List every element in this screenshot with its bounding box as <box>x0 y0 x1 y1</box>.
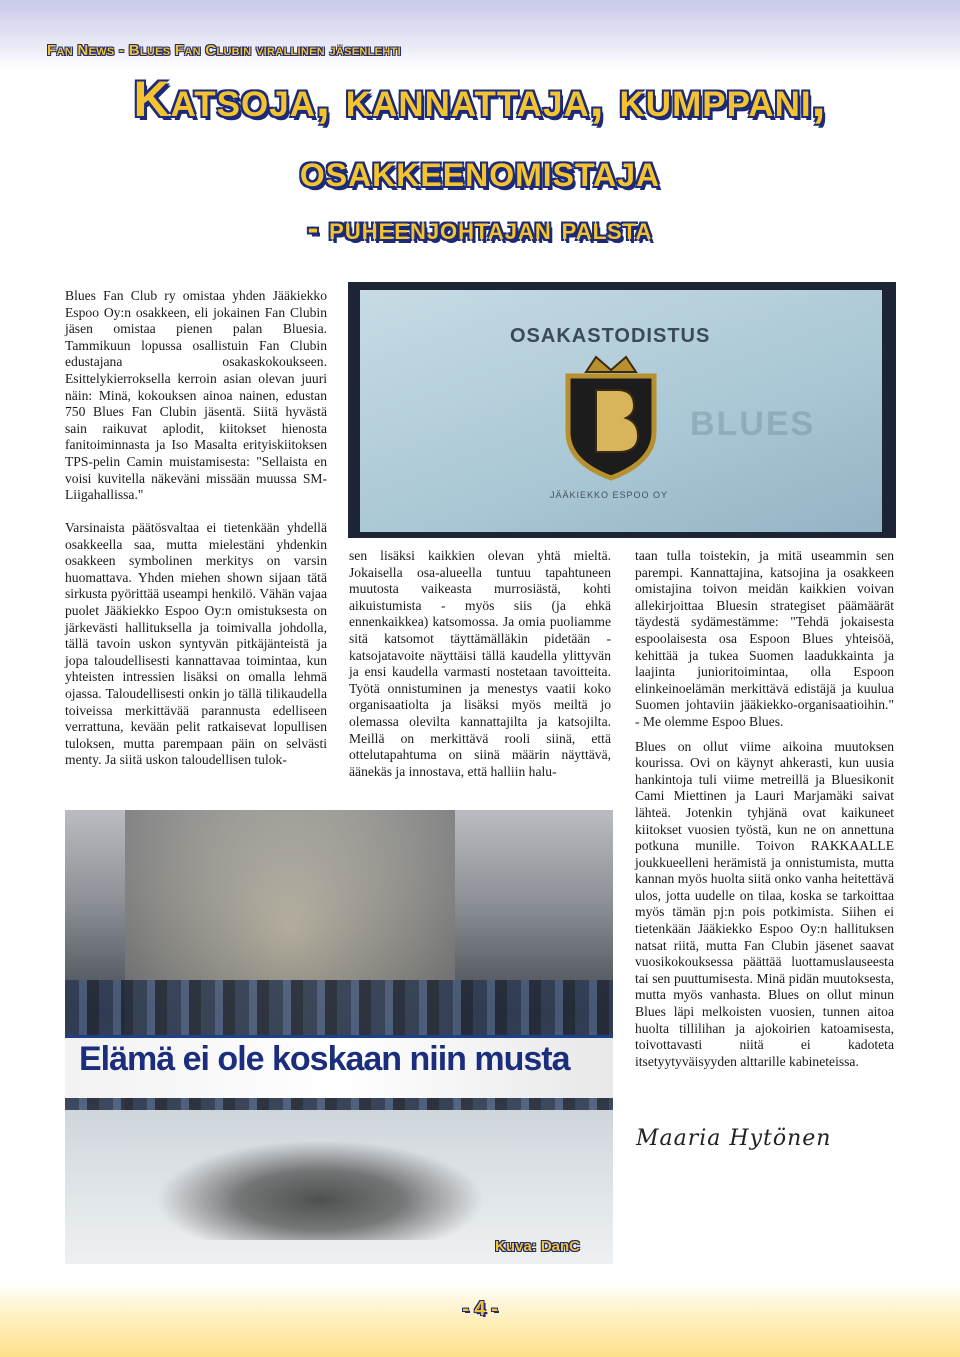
certificate-title: OSAKASTODISTUS <box>510 325 711 347</box>
arena-photo <box>65 810 613 1264</box>
article-column-1-top <box>65 288 327 516</box>
article-column-3 <box>635 548 894 1078</box>
headline-line-1: Katsoja, kannattaja, kumppani, <box>133 71 827 127</box>
rink-boards <box>65 1035 613 1098</box>
paragraph: Blues Fan Club ry omistaa yhden Jääkiekko Espoo Oy:n osakkeen, eli jokainen Fan Clubin jäsen omistaa pienen palan Bluesia. Tammikuun lopussa osallistuin Fan Clubin edustajana osakaskokoukseen. Esittelykierroksella kerroin asian olevan juuri näin: Minä, kokouksen ainoa nainen, edustan 750 Blues Fan Clubin jäsentä. Siitä hyvästä sain raikuvat aplodit, kiitokset hienosta fanitoiminnasta ja Iso Masalta erityiskiitoksen TPS-pelin Camin muistamisesta: "Sellaista en voisi kuvitella näkeväni missään muussa SM-Liigahallissa." <box>65 288 327 503</box>
certificate-issuer: JÄÄKIEKKO ESPOO OY <box>550 490 669 500</box>
running-header: Fan News - Blues Fan Clubin virallinen jäsenlehti <box>47 42 401 59</box>
paragraph: Varsinaista päätösvaltaa ei tietenkään yhdellä osakkeella saa, mutta mielestäni yhdenkin osakkeen symbolinen merkitys on varsin huomattava. Yhden miehen shown sijaan tätä sirkusta pyörittää useampi henkilö. Vähän vajaa puolet Jääkiekko Espoo Oy:n omistuksesta on järkevästi hallituksella ja toimivalla johdolla, tällä tavoin uskon syntyvän pitkäjänteistä ja jopa taloudellisesti kannattavaa toimintaa, kun yhteisten intressien lisäksi on omalla lehmä ojassa. Taloudellisesti onkin jo tällä tilikaudella toiveissa merkittävää parannusta edelliseen verrattuna, kevään pelit ratkaisevat lopullisen tuloksen, mutta parempaan päin on selvästi menty. Ja siitä uskon taloudellisen tulok- <box>65 520 327 768</box>
paragraph: taan tulla toistekin, ja mitä useammin sen parempi. Kannattajina, katsojina ja osakkeen omistajina toivon meidän kaikkien voivan allekirjoittaa Bluesin strategiset päämäärät täydestä sydämestämme: "Tehdä jokaisesta espoolaisesta osa Espoon Blues yhteisöä, kehittää ja tukea Suomen laadukkainta ja laajinta junioritoimintaa, olla Espoon elinkeinoelämän merkittävä edistäjä ja kuulua Suomen johtaviin jääkiekko-organisaatioihin." - Me olemme Espoo Blues. <box>635 548 894 729</box>
headline-subtitle: - puheenjohtajan palsta <box>307 210 653 246</box>
page-number: - 4 - <box>462 1298 498 1320</box>
photo-credit: Kuva: DanC <box>495 1238 581 1255</box>
players-group-image <box>155 1140 485 1240</box>
boards-slogan: Elämä ei ole koskaan niin musta <box>79 1040 570 1078</box>
blues-crest-icon <box>556 352 666 482</box>
author-signature: Maaria Hytönen <box>636 1126 832 1151</box>
top-gradient-band <box>0 0 960 70</box>
share-certificate-photo <box>348 282 896 538</box>
headline-line-2: osakkeenomistaja <box>299 144 661 196</box>
certificate-paper <box>360 290 882 532</box>
paragraph: Blues on ollut viime aikoina muutoksen kourissa. Ovi on käynyt ahkerasti, kun uusia hankintoja tuli viime metreillä ja Bluesikonit Cami Miettinen ja Lauri Marjamäki saivat lähteä. Jotenkin tyhjänä ovat kaikuneet kiitokset vuosien työstä, kun ne on annettuna potkuna munille. Toivon RAKKAALLE joukkueelleni herämistä ja onnistumista, mutta kannan myös huolta siitä onko vanha heitettävä ulos, jotta uudelle on tilaa, koska se tarkoittaa myös tämän pj:n pois potkimista. Siihen ei tietenkään Jääkiekko Espoo Oy:n hallituksen natsat riitä, mutta Fan Clubin jäsenet saavat vuosikokouksessa päättää luottamuslauseesta tai sen puuttumisesta. Minä pidän muutoksesta, mutta myös vanhasta. Blues on ollut minun Blues läpi melkoisten vuosien, tunnen aitoa huolta tillilihan ja ajokoirien katoamisesta, toivottavasti niitä ei kadoteta itsetyytyväisyyden alttarille kabineteissa. <box>635 738 894 1069</box>
article-column-2 <box>349 548 611 792</box>
article-column-1-bottom <box>65 520 327 781</box>
paragraph: sen lisäksi kaikkien olevan yhtä mieltä. Jokaisella osa-alueella tuntuu tapahtuneen muutosta vaikeasta murrosiästä, kohti aikuistumista - myös siis (ja ehkä ennenkaikkea) katsomossa. Ja omia puoliamme sitä katsomot täyttämälläkin pidetään - katsojatavoite näyttäisi tällä kaudella ylittyvän ja ensi kaudella varmasti nostetaan tavoitteita. Työtä onnistuminen ja menestys vaatii koko organisaatiolta ja lisäksi myös meiltä jo olemassa olevilta kannattajilta ja katsojilta. Meillä on merkittävä rooli siinä, että ottelutapahtuma on siinä määrin näyttävä, äänekäs ja innostava, että halliin halu- <box>349 548 611 779</box>
certificate-background-word: BLUES <box>690 405 816 443</box>
